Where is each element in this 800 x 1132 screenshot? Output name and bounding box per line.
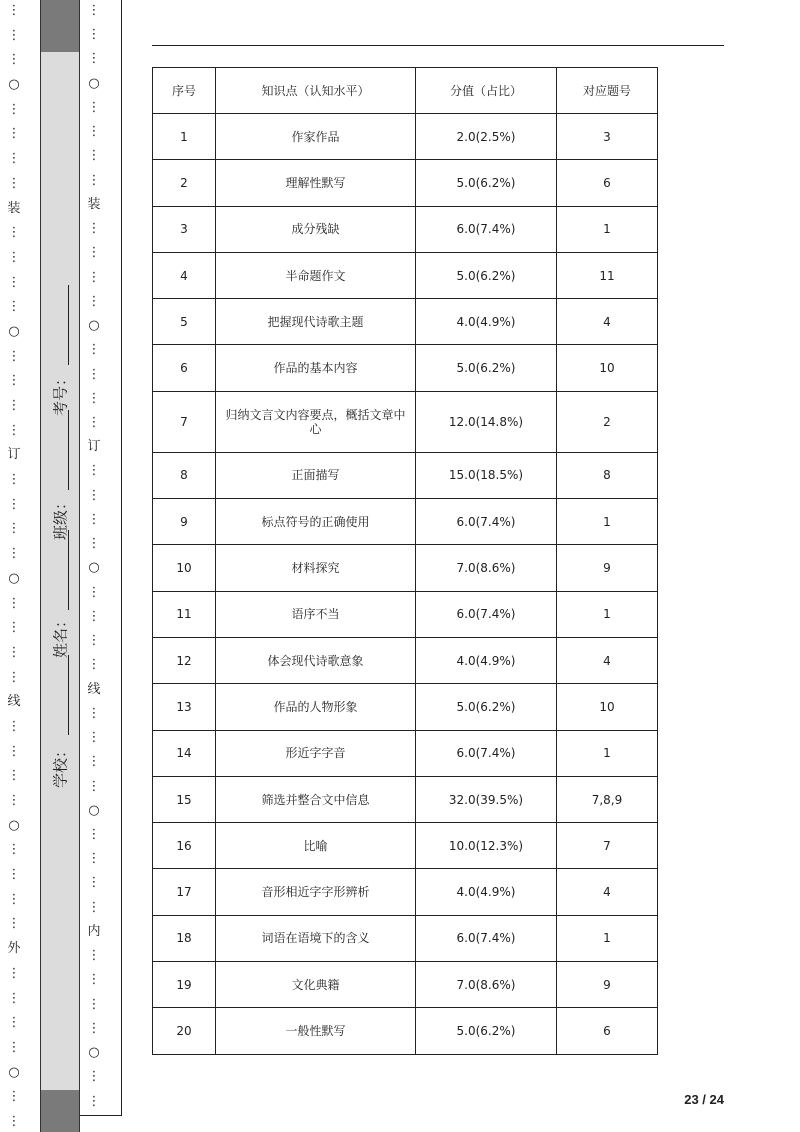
header-question: 对应题号 xyxy=(557,68,658,114)
table-row xyxy=(153,206,658,252)
binding-mark: 装 xyxy=(87,196,101,212)
cell-point: 把握现代诗歌主题 xyxy=(216,299,416,345)
cell-point: 作品的人物形象 xyxy=(216,684,416,730)
dots-icon: ⋮ xyxy=(87,584,101,600)
cell-score: 12.0(14.8%) xyxy=(416,391,557,452)
dots-icon: ⋮ xyxy=(87,3,101,18)
header-point: 知识点（认知水平） xyxy=(216,68,416,114)
name-label: 姓名： xyxy=(51,612,70,659)
cell-no: 6 xyxy=(153,345,216,391)
cell-score: 4.0(4.9%) xyxy=(416,299,557,345)
table-row xyxy=(153,545,658,591)
cell-point: 成分残缺 xyxy=(216,206,416,252)
table-row xyxy=(153,160,658,206)
dots-icon: ⋮ xyxy=(7,151,21,167)
dots-icon: ⋮ xyxy=(87,51,101,67)
binding-mark: 线 xyxy=(7,694,21,710)
dots-icon: ⋮ xyxy=(7,472,21,488)
cell-question: 7,8,9 xyxy=(557,776,658,822)
dots-icon: ⋮ xyxy=(87,1020,101,1036)
cell-point: 比喻 xyxy=(216,823,416,869)
dots-icon: ⋮ xyxy=(87,778,101,794)
dots-icon: ⋮ xyxy=(7,348,21,364)
cell-no: 9 xyxy=(153,499,216,545)
dots-icon: ⋮ xyxy=(7,718,21,734)
dots-icon: ⋮ xyxy=(87,851,101,867)
cell-question: 10 xyxy=(557,345,658,391)
dots-icon: ⋮ xyxy=(87,148,101,164)
dots-icon: ⋮ xyxy=(7,916,21,932)
dots-icon: ⋮ xyxy=(87,342,101,358)
cell-no: 5 xyxy=(153,299,216,345)
circle-mark-icon: ○ xyxy=(8,817,20,833)
dots-icon: ⋮ xyxy=(87,826,101,842)
dots-icon: ⋮ xyxy=(87,996,101,1012)
cell-score: 4.0(4.9%) xyxy=(416,637,557,683)
cell-question: 4 xyxy=(557,299,658,345)
dots-icon: ⋮ xyxy=(7,546,21,562)
table-row xyxy=(153,1008,658,1054)
table-row xyxy=(153,452,658,498)
cell-no: 12 xyxy=(153,637,216,683)
dots-icon: ⋮ xyxy=(87,414,101,430)
class-blank xyxy=(68,410,69,490)
dots-icon: ⋮ xyxy=(7,965,21,981)
cell-point: 词语在语境下的含义 xyxy=(216,915,416,961)
dots-icon: ⋮ xyxy=(87,875,101,891)
dots-icon: ⋮ xyxy=(87,245,101,261)
dots-icon: ⋮ xyxy=(87,172,101,188)
dots-icon: ⋮ xyxy=(7,299,21,315)
page-number: 23 / 24 xyxy=(684,1092,724,1107)
knowledge-table xyxy=(152,67,658,1055)
dots-icon: ⋮ xyxy=(87,27,101,43)
dots-icon: ⋮ xyxy=(7,398,21,413)
dots-icon: ⋮ xyxy=(7,768,21,784)
table-row xyxy=(153,114,658,160)
exam-no-blank xyxy=(68,285,69,365)
cell-question: 9 xyxy=(557,962,658,1008)
circle-mark-icon: ○ xyxy=(88,1045,100,1061)
school-blank xyxy=(68,655,69,735)
dots-icon: ⋮ xyxy=(87,948,101,964)
cell-score: 6.0(7.4%) xyxy=(416,915,557,961)
cell-point: 作家作品 xyxy=(216,114,416,160)
cell-score: 2.0(2.5%) xyxy=(416,114,557,160)
cell-question: 4 xyxy=(557,637,658,683)
dots-icon: ⋮ xyxy=(7,521,21,537)
table-row xyxy=(153,684,658,730)
dots-icon: ⋮ xyxy=(7,669,21,685)
cell-score: 32.0(39.5%) xyxy=(416,776,557,822)
cell-score: 6.0(7.4%) xyxy=(416,499,557,545)
table-row xyxy=(153,391,658,452)
dots-icon: ⋮ xyxy=(7,644,21,660)
binding-mark: 内 xyxy=(87,923,101,939)
cell-point: 正面描写 xyxy=(216,452,416,498)
cell-question: 2 xyxy=(557,391,658,452)
dots-icon: ⋮ xyxy=(87,293,101,309)
cell-question: 1 xyxy=(557,206,658,252)
circle-mark-icon: ○ xyxy=(8,570,20,586)
dots-icon: ⋮ xyxy=(87,463,101,479)
table-row xyxy=(153,730,658,776)
dots-icon: ⋮ xyxy=(7,3,21,18)
dots-icon: ⋮ xyxy=(7,175,21,191)
cell-question: 10 xyxy=(557,684,658,730)
cell-point: 作品的基本内容 xyxy=(216,345,416,391)
dots-icon: ⋮ xyxy=(7,842,21,858)
binding-mark: 装 xyxy=(7,200,21,216)
cell-question: 11 xyxy=(557,252,658,298)
cell-score: 5.0(6.2%) xyxy=(416,345,557,391)
cell-no: 1 xyxy=(153,114,216,160)
dots-icon: ⋮ xyxy=(7,743,21,759)
gray-cap-bottom xyxy=(41,1090,79,1132)
cell-question: 1 xyxy=(557,915,658,961)
class-label: 班级： xyxy=(51,494,70,541)
dots-icon: ⋮ xyxy=(7,867,21,883)
cell-no: 15 xyxy=(153,776,216,822)
cell-no: 19 xyxy=(153,962,216,1008)
cell-question: 1 xyxy=(557,730,658,776)
table-row xyxy=(153,823,658,869)
circle-mark-icon: ○ xyxy=(88,318,100,334)
cell-no: 18 xyxy=(153,915,216,961)
dots-icon: ⋮ xyxy=(87,487,101,503)
cell-point: 文化典籍 xyxy=(216,962,416,1008)
cell-point: 形近字字音 xyxy=(216,730,416,776)
dots-icon: ⋮ xyxy=(87,633,101,649)
table-row xyxy=(153,962,658,1008)
table-row xyxy=(153,869,658,915)
cell-point: 一般性默写 xyxy=(216,1008,416,1054)
cell-question: 3 xyxy=(557,114,658,160)
dots-icon: ⋮ xyxy=(87,124,101,140)
cell-question: 1 xyxy=(557,499,658,545)
dots-icon: ⋮ xyxy=(87,730,101,746)
dots-icon: ⋮ xyxy=(87,1069,101,1085)
dots-icon: ⋮ xyxy=(7,126,21,142)
binding-mark: 外 xyxy=(7,941,21,957)
cell-point: 理解性默写 xyxy=(216,160,416,206)
cell-no: 4 xyxy=(153,252,216,298)
dots-icon: ⋮ xyxy=(7,793,21,808)
header-rule xyxy=(152,45,724,46)
dots-icon: ⋮ xyxy=(87,536,101,552)
dots-icon: ⋮ xyxy=(7,496,21,512)
school-label: 学校： xyxy=(51,742,70,789)
cell-score: 10.0(12.3%) xyxy=(416,823,557,869)
circle-mark-icon: ○ xyxy=(88,802,100,818)
cell-point: 材料探究 xyxy=(216,545,416,591)
dots-icon: ⋮ xyxy=(7,225,21,241)
header-score: 分值（占比） xyxy=(416,68,557,114)
dots-icon: ⋮ xyxy=(87,1093,101,1109)
dots-icon: ⋮ xyxy=(87,269,101,285)
cell-score: 15.0(18.5%) xyxy=(416,452,557,498)
dots-icon: ⋮ xyxy=(7,27,21,43)
dots-icon: ⋮ xyxy=(7,274,21,290)
cell-no: 3 xyxy=(153,206,216,252)
dots-icon: ⋮ xyxy=(7,620,21,636)
cell-point: 体会现代诗歌意象 xyxy=(216,637,416,683)
dots-icon: ⋮ xyxy=(7,891,21,907)
cell-question: 8 xyxy=(557,452,658,498)
cell-score: 5.0(6.2%) xyxy=(416,684,557,730)
cell-question: 7 xyxy=(557,823,658,869)
table-row xyxy=(153,637,658,683)
circle-mark-icon: ○ xyxy=(88,75,100,91)
cell-score: 5.0(6.2%) xyxy=(416,1008,557,1054)
cell-no: 13 xyxy=(153,684,216,730)
cell-no: 17 xyxy=(153,869,216,915)
dots-icon: ⋮ xyxy=(7,52,21,68)
dots-icon: ⋮ xyxy=(7,249,21,265)
circle-mark-icon: ○ xyxy=(88,560,100,576)
binding-mark: 订 xyxy=(7,447,21,463)
table-row xyxy=(153,252,658,298)
exam-no-label: 考号： xyxy=(51,370,70,417)
dots-icon: ⋮ xyxy=(7,1089,21,1105)
dots-icon: ⋮ xyxy=(87,390,101,406)
cell-score: 5.0(6.2%) xyxy=(416,160,557,206)
cell-question: 4 xyxy=(557,869,658,915)
dots-icon: ⋮ xyxy=(7,101,21,117)
dots-icon: ⋮ xyxy=(7,1015,21,1031)
dots-icon: ⋮ xyxy=(7,990,21,1006)
table-row xyxy=(153,776,658,822)
circle-mark-icon: ○ xyxy=(8,77,20,93)
cell-point: 标点符号的正确使用 xyxy=(216,499,416,545)
student-info-fields xyxy=(40,285,80,795)
table-row xyxy=(153,591,658,637)
cell-no: 8 xyxy=(153,452,216,498)
cell-no: 16 xyxy=(153,823,216,869)
dots-icon: ⋮ xyxy=(7,1113,21,1129)
cell-point: 筛选并整合文中信息 xyxy=(216,776,416,822)
dots-icon: ⋮ xyxy=(87,511,101,527)
circle-mark-icon: ○ xyxy=(8,1064,20,1080)
dots-icon: ⋮ xyxy=(87,608,101,624)
cell-score: 6.0(7.4%) xyxy=(416,730,557,776)
circle-mark-icon: ○ xyxy=(8,323,20,339)
name-blank xyxy=(68,530,69,610)
cell-point: 音形相近字字形辨析 xyxy=(216,869,416,915)
dots-icon: ⋮ xyxy=(87,705,101,721)
dots-icon: ⋮ xyxy=(87,221,101,237)
inner-binding-line xyxy=(80,0,122,1116)
dots-icon: ⋮ xyxy=(87,972,101,988)
table-row xyxy=(153,345,658,391)
cell-score: 6.0(7.4%) xyxy=(416,206,557,252)
cell-score: 7.0(8.6%) xyxy=(416,962,557,1008)
cell-no: 10 xyxy=(153,545,216,591)
dots-icon: ⋮ xyxy=(7,373,21,389)
cell-no: 7 xyxy=(153,391,216,452)
cell-score: 7.0(8.6%) xyxy=(416,545,557,591)
cell-no: 14 xyxy=(153,730,216,776)
cell-no: 20 xyxy=(153,1008,216,1054)
cell-point: 归纳文言文内容要点，概括文章中心 xyxy=(216,391,416,452)
cell-no: 11 xyxy=(153,591,216,637)
cell-question: 6 xyxy=(557,160,658,206)
table-row xyxy=(153,499,658,545)
cell-question: 1 xyxy=(557,591,658,637)
dots-icon: ⋮ xyxy=(7,422,21,438)
dots-icon: ⋮ xyxy=(87,657,101,673)
dots-icon: ⋮ xyxy=(7,595,21,611)
cell-question: 9 xyxy=(557,545,658,591)
dots-icon: ⋮ xyxy=(87,366,101,382)
cell-point: 语序不当 xyxy=(216,591,416,637)
cell-point: 半命题作文 xyxy=(216,252,416,298)
dots-icon: ⋮ xyxy=(7,1039,21,1055)
cell-score: 4.0(4.9%) xyxy=(416,869,557,915)
dots-icon: ⋮ xyxy=(87,754,101,770)
table-row xyxy=(153,299,658,345)
table-row xyxy=(153,915,658,961)
dots-icon: ⋮ xyxy=(87,899,101,915)
cell-question: 6 xyxy=(557,1008,658,1054)
binding-mark: 线 xyxy=(87,681,101,697)
dots-icon: ⋮ xyxy=(87,99,101,115)
gray-cap-top xyxy=(41,0,79,52)
cell-score: 5.0(6.2%) xyxy=(416,252,557,298)
header-no: 序号 xyxy=(153,68,216,114)
binding-mark: 订 xyxy=(87,439,101,455)
table-header-row xyxy=(153,68,658,114)
outer-binding-line xyxy=(0,0,38,1132)
cell-score: 6.0(7.4%) xyxy=(416,591,557,637)
cell-no: 2 xyxy=(153,160,216,206)
